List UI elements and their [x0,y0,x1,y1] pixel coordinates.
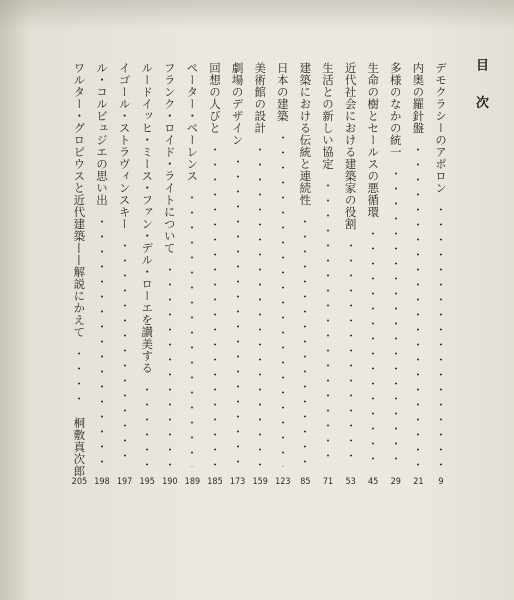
toc-page-number: 29 [390,477,401,487]
toc-page-number: 198 [94,477,110,487]
toc-entry [321,62,335,507]
toc-entry [344,62,358,507]
toc-entry-title: ル・コルビュジエの思い出 [95,62,109,206]
toc-leader-dots [417,142,419,467]
toc-entry-author: 桐敷真次郎 [72,417,87,477]
toc-entry [163,62,177,507]
toc-entry-title: デモクラシーのアポロン [434,62,448,194]
toc-leader-dots [350,238,352,467]
toc-leader-dots [191,190,193,467]
toc-entry-title: 内奥の羅針盤 [411,62,426,134]
toc-page-number: 71 [322,477,334,487]
toc-leader-dots [259,142,261,467]
toc-entry [95,62,109,507]
toc-page-number: 9 [438,477,444,487]
toc-leader-dots [78,346,80,412]
toc-page-number: 189 [184,477,201,487]
toc-entry [253,62,267,507]
toc-leader-dots [237,154,239,467]
toc-leader-dots [214,142,216,467]
toc-entry-title: 建築における伝統と連続性 [298,62,313,206]
toc-entry [185,62,199,507]
toc-page-number: 197 [116,477,133,487]
toc-entry-title: 多様のなかの統一 [388,62,403,158]
toc-leader-dots [282,130,284,467]
toc-entry [366,62,380,507]
toc-entry-title: 劇場のデザイン [230,62,245,146]
toc-leader-dots [304,214,306,467]
toc-page-number: 123 [275,477,291,487]
toc-entry-title: ルードイッヒ・ミース・ファン・デル・ローエを讃美する [140,62,155,374]
toc-entry-title: 近代社会における建築家の役割 [343,62,358,230]
toc-page-number: 53 [345,477,356,487]
toc-entry [140,62,154,507]
toc-page-number: 45 [368,477,379,487]
toc-entry-title: 日本の建築 [275,62,290,122]
toc-entry [231,62,245,507]
toc-leader-dots [101,214,103,467]
toc-page-number: 195 [139,477,155,487]
toc-entry-title: フランク・ロイド・ライトについて [162,62,177,254]
toc-entry-title: ワルター・グロピウスと近代建築——解説にかえて [72,62,87,338]
toc-entry-title: ペーター・ベーレンス [185,62,200,182]
toc-leader-dots [327,178,329,467]
toc-title: 目 次 [473,58,488,119]
toc-leader-dots [440,202,442,467]
toc-entry [389,62,403,507]
toc-leader-dots [146,382,148,467]
toc-page-number: 205 [71,477,88,487]
toc-page-number: 159 [252,477,268,487]
toc-entry-title: 回想の人びと [208,62,222,134]
toc-entry-title: 生活との新しい協定 [321,62,335,170]
toc-page-number: 85 [300,477,311,487]
toc-entry [72,62,86,507]
toc-entry-title: イゴール・ストラヴィンスキー [117,62,132,230]
toc-entry [118,62,132,507]
toc-entry-title: 生命の樹とセールスの悪循環 [366,62,381,218]
toc-entry [208,62,222,507]
toc-entry [411,62,425,507]
toc-leader-dots [372,226,374,467]
toc-page-number: 173 [229,477,246,487]
toc-leader-dots [395,166,397,467]
page-shadow [0,0,514,30]
toc-page-number: 185 [207,477,223,487]
toc-entry [298,62,312,507]
toc-leader-dots [124,238,126,467]
toc-entry-title: 美術館の設計 [253,62,268,134]
toc-entry [276,62,290,507]
toc-entry [434,62,448,507]
toc-leader-dots [169,262,171,467]
toc-page-number: 21 [413,477,424,487]
toc-page-number: 190 [162,477,178,487]
